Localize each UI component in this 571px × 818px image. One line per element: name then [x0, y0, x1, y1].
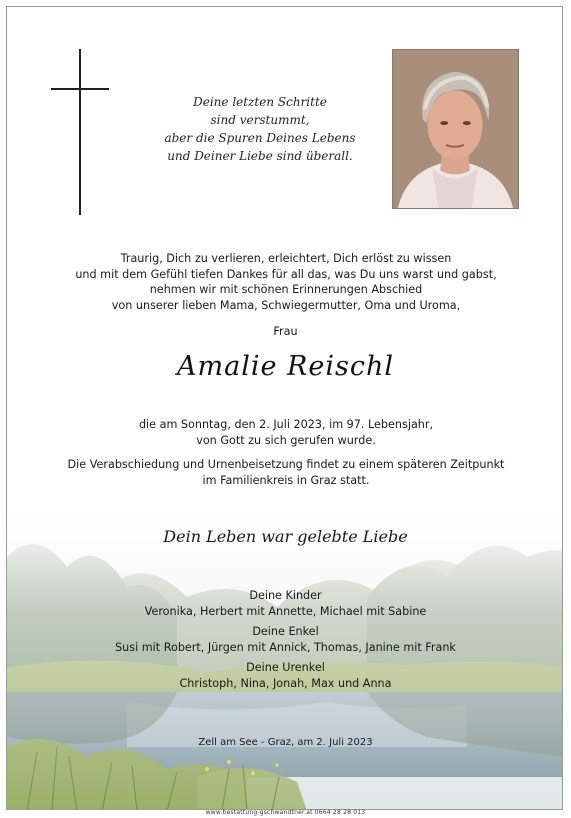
obituary-card [6, 6, 563, 810]
place-and-date: Zell am See - Graz, am 2. Juli 2023 [198, 737, 373, 748]
family-group-children [7, 588, 563, 619]
intro-text [47, 251, 525, 313]
family-names: Christoph, Nina, Jonah, Max und Anna [179, 676, 392, 690]
intro-line: nehmen wir mit schönen Erinnerungen Abschied [149, 283, 423, 296]
family-group-great-grandchildren [7, 660, 563, 691]
poem-line: aber die Spuren Deines Lebens [164, 131, 356, 145]
portrait-photo [392, 49, 519, 209]
farewell-line: im Familienkreis in Graz statt. [202, 473, 370, 487]
family-heading: Deine Enkel [252, 625, 319, 638]
intro-line: von unserer lieben Mama, Schwiegermutter, Oma und Uroma, [111, 298, 461, 312]
poem-line: und Deiner Liebe sind überall. [167, 149, 353, 163]
cross-icon [79, 49, 81, 215]
death-line: von Gott zu sich gerufen wurde. [196, 433, 376, 447]
intro-line: Traurig, Dich zu verlieren, erleichtert, Dich erlöst zu wissen [120, 252, 452, 265]
footer-contact: www.bestattung-gschwandtner.at 0664 28 28 013 [205, 809, 366, 816]
farewell-notice [47, 457, 525, 488]
lake-landscape-image [7, 507, 563, 810]
poem-line: sind verstummt, [210, 113, 310, 127]
cross-icon-bar [51, 88, 109, 90]
intro-line: und mit dem Gefühl tiefen Dankes für all das, was Du uns warst und gabst, [75, 267, 497, 281]
motto: Dein Leben war gelebte Liebe [163, 527, 408, 546]
family-names: Veronika, Herbert mit Annette, Michael mit Sabine [144, 604, 427, 618]
family-group-grandchildren [7, 624, 563, 655]
salutation: Frau [273, 325, 298, 338]
poem [125, 93, 395, 165]
deceased-name: Amalie Reischl [177, 351, 394, 382]
family-heading: Deine Urenkel [246, 661, 325, 674]
family-heading: Deine Kinder [249, 589, 322, 602]
family-names: Susi mit Robert, Jürgen mit Annick, Thomas, Janine mit Frank [115, 640, 456, 654]
death-line: die am Sonntag, den 2. Juli 2023, im 97. Lebensjahr, [138, 418, 434, 431]
farewell-line: Die Verabschiedung und Urnenbeisetzung findet zu einem späteren Zeitpunkt [67, 458, 505, 471]
poem-line: Deine letzten Schritte [193, 95, 327, 109]
death-notice [47, 417, 525, 448]
